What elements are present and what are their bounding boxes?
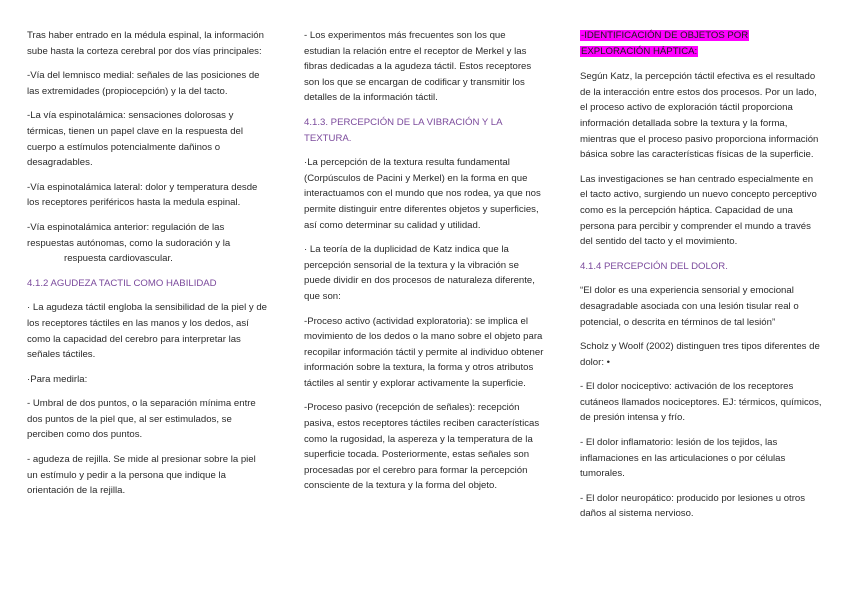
paragraph-dolor-inflamatorio: - El dolor inflamatorio: lesión de los tejidos, las inflamaciones en las articulaciones o por células tumorales. [580,437,786,480]
paragraph-espinotalamica-lateral: -Vía espinotalámica lateral: dolor y temperatura desde los receptores periféricos hasta la medula espinal. [27,181,258,209]
highlighted-heading-line2: EXPLORACIÓN HÁPTICA: [581,45,698,57]
paragraph-haptica: Las investigaciones se han centrado especialmente en el tacto activo, surgiendo un nuevo concepto perceptivo como es la percepción háptica. Capacidad de una persona para percibir y comprender el mundo a través del sentido del tacto y el movimiento. [580,173,817,248]
paragraph-espinotalamica-anterior-line1: -Vía espinotalámica anterior: regulación de las respuestas autónomas, como la sudoración y la [27,221,231,249]
paragraph-lemnisco-medial: -Vía del lemnisco medial: señales de las posiciones de las extremidades (propiocepción) y la del tacto. [27,70,260,97]
paragraph-espinotalamica: -La vía espinotalámica: sensaciones dolorosas y térmicas, tienen un papel clave en la respuesta del cuerpo a estímulos potencialmente dañinos o desagradables. [27,110,243,169]
highlighted-heading-identificacion [580,28,822,59]
paragraph-proceso-activo: -Proceso activo (actividad exploratoria): se implica el movimiento de los dedos o la mano sobre el objeto para recopilar información táctil y permite al individuo obtener información sobre la textura, la forma y otros atributos táctiles al sentir y explorar activamente la superficie. [304,315,544,389]
column-2 [304,28,544,503]
section-heading-agudeza: 4.1.2 AGUDEZA TACTIL COMO HABILIDAD [27,277,217,289]
paragraph-espinotalamica-anterior-line2: respuesta cardiovascular. [64,253,173,265]
column-3 [580,28,822,531]
paragraph-katz-efectiva: Según Katz, la percepción táctil efectiva es el resultado de la interacción entre estos dos procesos. Por un lado, el proceso activo de exploración táctil proporciona información detallada sobre la textura y la forma, mientras que el proceso pasivo proporciona información básica sobre las características físicas de la superficie. [580,71,819,161]
highlighted-heading-line1: -IDENTIFICACIÓN DE OBJETOS POR [581,30,749,41]
paragraph-rejilla: - agudeza de rejilla. Se mide al presionar sobre la piel un estímulo y pedir a la persona que indique la orientación de la rejilla. [27,454,256,497]
paragraph-dolor-nociceptivo: - El dolor nociceptivo: activación de los receptores cutáneos llamados nociceptores. EJ: térmicos, químicos, de presión intensa y frío. [580,381,822,424]
paragraph-dolor-neuropatico: - El dolor neuropático: producido por lesiones u otros daños al sistema nervioso. [580,492,806,520]
paragraph-scholz-woolf: Scholz y Woolf (2002) distinguen tres tipos diferentes de dolor: • [580,341,820,368]
section-heading-dolor: 4.1.4 PERCEPCIÓN DEL DOLOR. [580,260,728,272]
section-heading-vibracion: 4.1.3. PERCEPCIÓN DE LA VIBRACIÓN Y LA TEXTURA. [304,116,502,144]
paragraph-agudeza: · La agudeza táctil engloba la sensibilidad de la piel y de los receptores táctiles en las manos y los dedos, así como la capacidad del cerebro para interpretar las señales táctiles. [27,302,268,361]
paragraph-definicion-dolor: “El dolor es una experiencia sensorial y emocional desagradable asociada con una lesión tisular real o potencial, o descrita en términos de tal lesión” [580,285,799,328]
paragraph-medirla: ·Para medirla: [27,373,88,385]
paragraph-katz-duplicidad: · La teoría de la duplicidad de Katz indica que la percepción sensorial de la textura y la vibración se puede dividir en dos procesos de naturaleza diferente, que son: [304,244,535,302]
paragraph-proceso-pasivo: -Proceso pasivo (recepción de señales): recepción pasiva, estos receptores táctiles reciben características como la rugosidad, la aspereza y la temperatura de la superficie tocada. Posteriormente, estas señales son procesadas por el cerebro para formar la percepción consciente de la textura y la forma del objeto. [304,402,540,492]
paragraph-espinotalamica-anterior [27,220,269,267]
column-1 [27,28,269,508]
paragraph-intro: Tras haber entrado en la médula espinal, la información sube hasta la corteza cerebral por dos vías principales: [27,30,264,57]
paragraph-umbral: - Umbral de dos puntos, o la separación mínima entre dos puntos de la piel que, al ser estimulados, se perciben como dos puntos. [27,398,256,441]
paragraph-merkel: - Los experimentos más frecuentes son los que estudian la relación entre el receptor de Merkel y las fibras dedicadas a la agudeza táctil. Estos receptores son los que se encargan de codificar y transmitir los detalles de la información táctil. [304,30,532,104]
paragraph-textura: ·La percepción de la textura resulta fundamental (Corpúsculos de Pacini y Merkel) en la forma en que interactuamos con el mundo que nos rodea, ya que nos permite distinguir entre diferentes objetos y superficies, así como determinar su calidad y utilidad. [304,157,541,231]
